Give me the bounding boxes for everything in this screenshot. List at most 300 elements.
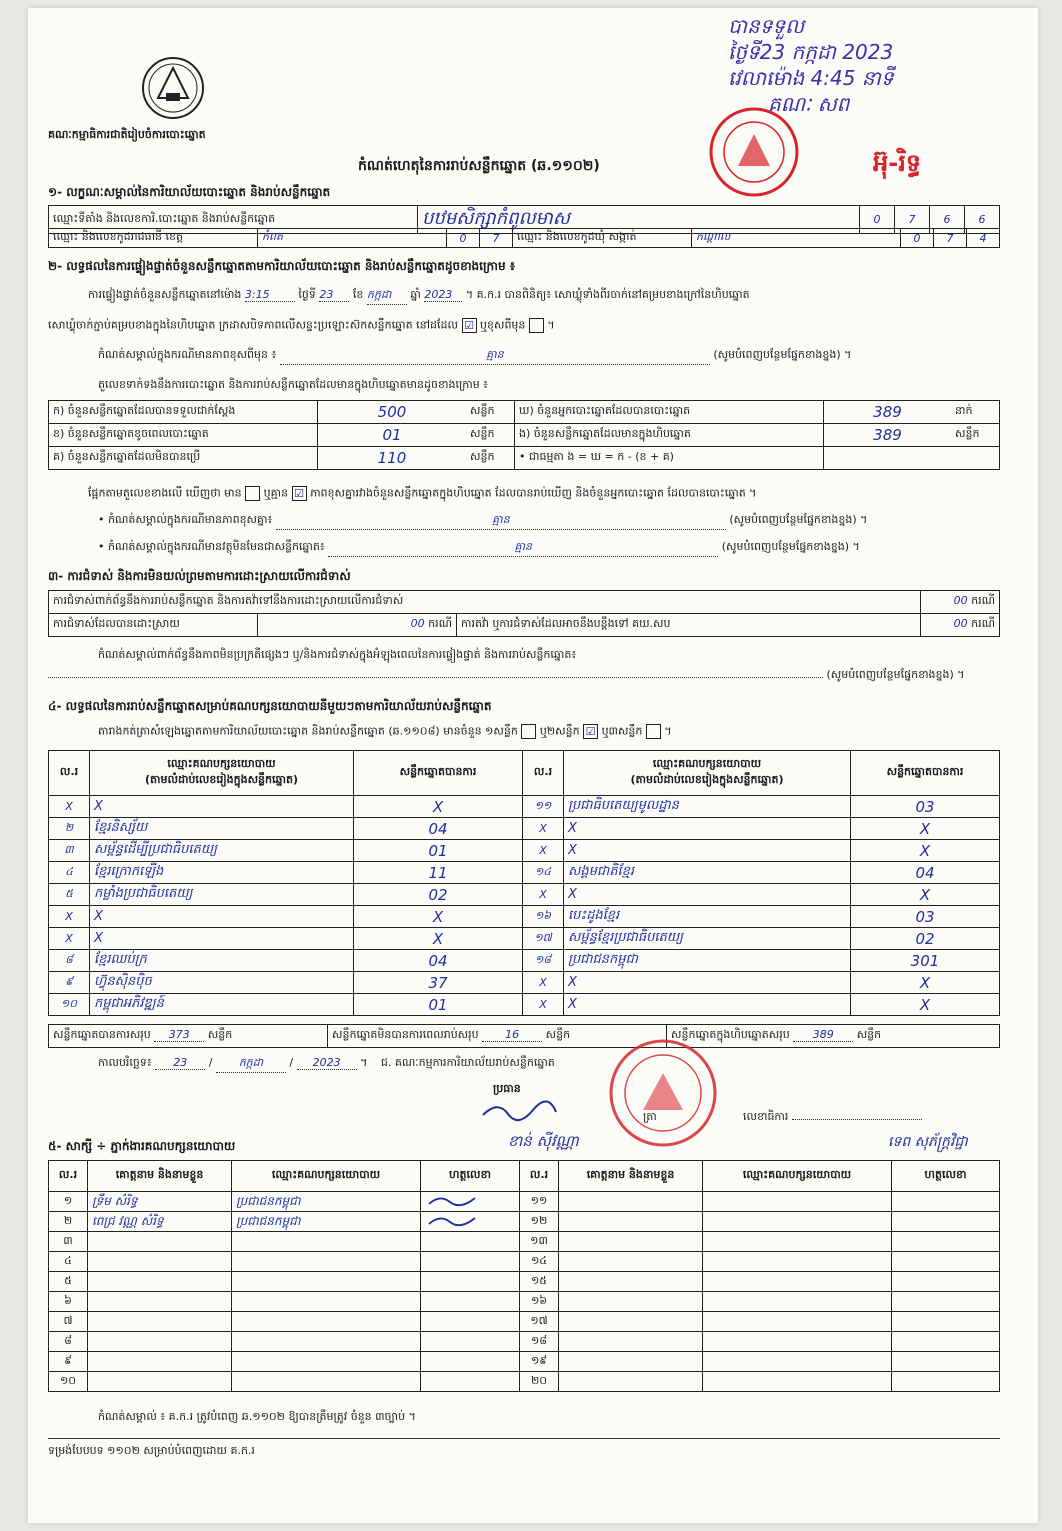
- witness-row: [49, 1232, 1000, 1252]
- verification-paragraph: [88, 288, 1028, 305]
- witness-party: ប្រជាជនកម្ពុជា: [232, 1192, 421, 1212]
- text: ឬគ្មាន: [263, 486, 289, 500]
- verify-month: កក្កដា: [367, 288, 407, 305]
- witness-signature: [421, 1252, 520, 1272]
- party-votes: 301: [851, 950, 1000, 972]
- difference-value: គ្មាន: [280, 348, 710, 365]
- witness-number: ១៩: [520, 1352, 559, 1372]
- code-digit: 6: [965, 206, 1000, 234]
- text: ឆ្នាំ: [410, 288, 421, 301]
- figure-value: 389: [824, 401, 952, 424]
- party-name: X: [564, 840, 851, 862]
- witness-signature: [421, 1352, 520, 1372]
- witness-name: [559, 1232, 703, 1252]
- witness-signature: [421, 1332, 520, 1352]
- one-sheet-checkbox[interactable]: [521, 724, 536, 739]
- difference-note: [98, 348, 998, 365]
- code-digit: 7: [480, 229, 513, 248]
- objection-table: [48, 590, 1000, 637]
- party-number: X: [49, 928, 90, 950]
- unchanged-checkbox[interactable]: ☑: [462, 318, 477, 333]
- witness-name: [88, 1312, 232, 1332]
- red-stamp: [708, 106, 800, 198]
- witness-party: [703, 1312, 892, 1332]
- location-value: បឋមសិក្សាកំពូលមាស: [418, 206, 860, 234]
- text: (តាមលំដាប់លេខរៀងក្នុងសន្លឹកឆ្នោត): [145, 773, 298, 786]
- party-votes: X: [851, 994, 1000, 1016]
- appeal-count: [921, 614, 1000, 637]
- changed-checkbox[interactable]: [529, 318, 544, 333]
- has-difference-checkbox[interactable]: [245, 486, 260, 501]
- figure-label: ក) ចំនួនសន្លឹកឆ្នោតដែលបានទទួលជាក់ស្តែង: [49, 401, 318, 424]
- secretary-label: លេខាធិការ: [743, 1110, 789, 1123]
- witness-number: ១៤: [520, 1252, 559, 1272]
- witness-number: ១៦: [520, 1292, 559, 1312]
- figure-unit: សន្លឹក: [466, 424, 515, 447]
- result-row: [49, 862, 1000, 884]
- witness-row: [49, 1272, 1000, 1292]
- result-row: [49, 906, 1000, 928]
- witness-signature: [892, 1372, 1000, 1392]
- signature-mark: [425, 1212, 485, 1228]
- text: សន្លឹក: [207, 1028, 233, 1041]
- date-day: 23: [155, 1056, 205, 1070]
- col-no: ល.រ: [49, 1161, 88, 1192]
- figures-intro: តួលេខទាក់ទងនឹងការបោះឆ្នោត និងការរាប់សន្លឹកឆ្នោតដែលមានក្នុងហិបឆ្នោតមានដូចខាងក្រោម ៖: [98, 378, 489, 391]
- text: (តាមលំដាប់លេខរៀងក្នុងសន្លឹកឆ្នោត): [630, 773, 784, 786]
- party-number: ៤: [49, 862, 90, 884]
- witness-row: [49, 1252, 1000, 1272]
- discrepancy-paragraph: [88, 486, 1028, 503]
- party-votes: 04: [354, 818, 523, 840]
- commune-value: កណ្តាល: [692, 229, 901, 248]
- text: • កំណត់សម្គាល់ក្នុងករណីមានវត្ថុមិនមែនជាសន្លឹកឆ្នោត៖: [98, 540, 325, 553]
- signature-mark: [425, 1192, 485, 1208]
- figure-label: • ជាធម្មតា ង = ឃ = ក - (ខ + គ): [515, 447, 824, 470]
- code-digit: 4: [967, 229, 1000, 248]
- witness-table: [48, 1160, 1000, 1392]
- irregularity-note: កំណត់សម្គាល់ពាក់ព័ន្ធនឹងភាពមិនប្រក្រតីផ្សេងៗ ឬ/និងការជំទាស់ក្នុងអំឡុងពេលនៃការផ្ទៀងផ្ទាត់ និងការរាប់សន្លឹកឆ្នោត៖: [98, 648, 577, 661]
- no-difference-checkbox[interactable]: ☑: [292, 486, 307, 501]
- commune-label: ឈ្មោះ និងលេខកូដឃុំ សង្កាត់: [513, 229, 692, 248]
- party-number: ៩: [49, 972, 90, 994]
- resolved-value: 00: [410, 617, 425, 630]
- witness-row: [49, 1332, 1000, 1352]
- witness-number: ១៧: [520, 1312, 559, 1332]
- witness-number: ៧: [49, 1312, 88, 1332]
- foreign-object-value: គ្មាន: [328, 540, 718, 557]
- text: ភាពខុសគ្នារវាងចំនួនសន្លឹកឆ្នោតក្នុងហិបឆ្នោត ដែលបានរាប់ឃើញ និងចំនួនអ្នកបោះឆ្នោត ដែលបានបោះឆ្នោត ។: [310, 486, 757, 500]
- witness-name: [559, 1352, 703, 1372]
- party-number: X: [523, 994, 564, 1016]
- code-digit: 0: [901, 229, 934, 248]
- figure-unit: នាក់: [951, 401, 1000, 424]
- figure-label: គ) ចំនួនសន្លឹកឆ្នោតដែលមិនបានប្រើ: [49, 447, 318, 470]
- case-unit: ករណី: [971, 617, 995, 630]
- witness-name: [88, 1372, 232, 1392]
- text: ឬ២សន្លឹក: [539, 724, 580, 738]
- witness-number: ១១: [520, 1192, 559, 1212]
- party-number: ១៧: [523, 928, 564, 950]
- text: (សូមបំពេញបន្ថែមផ្នែកខាងខ្នង) ។: [721, 540, 860, 553]
- secretary-line: [743, 1110, 922, 1126]
- party-number: X: [49, 796, 90, 818]
- party-votes: X: [354, 928, 523, 950]
- party-name: សង្គមជាតិខ្មែរ: [564, 862, 851, 884]
- party-votes: 04: [354, 950, 523, 972]
- witness-name: [88, 1332, 232, 1352]
- witness-row: [49, 1192, 1000, 1212]
- party-votes: 11: [354, 862, 523, 884]
- result-row: [49, 950, 1000, 972]
- witness-name: [559, 1192, 703, 1212]
- result-row: [49, 928, 1000, 950]
- party-votes: X: [354, 796, 523, 818]
- province-value: កំពត: [258, 229, 447, 248]
- witness-party: [703, 1272, 892, 1292]
- witness-signature: [421, 1232, 520, 1252]
- text: ឬខុសពីមុន: [480, 318, 526, 332]
- text: កំណត់សម្គាល់ក្នុងករណីមានភាពខុសពីមុន ៖: [98, 348, 277, 361]
- result-row: [49, 796, 1000, 818]
- witness-number: ១៨: [520, 1332, 559, 1352]
- province-table: [48, 228, 1000, 248]
- text: (សូមបំពេញបន្ថែមផ្នែកខាងខ្នង) ។: [826, 668, 965, 681]
- two-sheets-checkbox[interactable]: ☑: [583, 724, 598, 739]
- witness-name: ទ្រឹម សំរិទ្ធ: [88, 1192, 232, 1212]
- witness-name: [559, 1252, 703, 1272]
- party-number: ១៦: [523, 906, 564, 928]
- party-number: X: [523, 884, 564, 906]
- witness-row: [49, 1292, 1000, 1312]
- party-number: ៥: [49, 884, 90, 906]
- witness-signature: [892, 1272, 1000, 1292]
- col-name: គោត្តនាម និងនាមខ្លួន: [88, 1161, 232, 1192]
- witness-name: [559, 1372, 703, 1392]
- code-digit: 0: [447, 229, 480, 248]
- result-row: [49, 972, 1000, 994]
- committee-name: គណៈកម្មាធិការជាតិរៀបចំការបោះឆ្នោត: [48, 128, 206, 141]
- result-row: [49, 840, 1000, 862]
- witness-signature: [421, 1292, 520, 1312]
- figure-value: 500: [318, 401, 467, 424]
- witness-signature: [421, 1272, 520, 1292]
- party-votes: 01: [354, 994, 523, 1016]
- section3-heading: ៣- ការជំទាស់ និងការមិនយល់ព្រមតាមការដោះស្រាយលើការជំទាស់: [48, 569, 351, 583]
- date-month: កក្កដា: [216, 1056, 286, 1073]
- witness-signature: [421, 1212, 520, 1232]
- figure-label: ង) ចំនួនសន្លឹកឆ្នោតដែលមានក្នុងហិបឆ្នោត: [515, 424, 824, 447]
- text: ឈ្មោះគណបក្សនយោបាយ: [167, 757, 276, 770]
- witness-name: [88, 1232, 232, 1252]
- witness-signature: [892, 1292, 1000, 1312]
- figure-unit: សន្លឹក: [466, 447, 515, 470]
- secretary-signature: [792, 1119, 922, 1120]
- witness-signature: [421, 1372, 520, 1392]
- witness-number: ៥: [49, 1272, 88, 1292]
- witness-signature: [892, 1232, 1000, 1252]
- witness-signature: [892, 1332, 1000, 1352]
- code-digit: 7: [934, 229, 967, 248]
- figures-row: [49, 424, 1000, 447]
- box-total-value: 389: [793, 1028, 853, 1042]
- text: សន្លឹកឆ្នោតមិនបានការពេលរាប់សរុប: [332, 1028, 479, 1041]
- witness-row: [49, 1352, 1000, 1372]
- valid-total-value: 373: [154, 1028, 204, 1042]
- figure-value: 389: [824, 424, 952, 447]
- witness-party: [232, 1252, 421, 1272]
- party-name: X: [564, 884, 851, 906]
- valid-total: [49, 1025, 328, 1048]
- party-votes: X: [851, 818, 1000, 840]
- witness-name: [559, 1312, 703, 1332]
- figure-label: ខ) ចំនួនសន្លឹកឆ្នោតខូចពេលបោះឆ្នោត: [49, 424, 318, 447]
- stamp-label: ត្រា: [643, 1110, 657, 1123]
- figures-row: [49, 447, 1000, 470]
- text: (សូមបំពេញបន្ថែមផ្នែកខាងខ្នង) ។: [729, 513, 868, 526]
- figures-table: [48, 400, 1000, 470]
- party-number: X: [523, 818, 564, 840]
- text: ឈ្មោះគណបក្សនយោបាយ: [652, 757, 762, 770]
- witness-signature: [892, 1312, 1000, 1332]
- verify-day: 23: [319, 288, 349, 302]
- party-votes: X: [851, 840, 1000, 862]
- party-votes: X: [851, 884, 1000, 906]
- witness-signature: [892, 1212, 1000, 1232]
- verify-year: 2023: [424, 288, 462, 302]
- witness-name: [559, 1332, 703, 1352]
- form-title: កំណត់ហេតុនៃការរាប់សន្លឹកឆ្នោត (ឆ.១១០២): [358, 158, 600, 174]
- figure-label: ឃ) ចំនួនអ្នកបោះឆ្នោតដែលបានបោះឆ្នោត: [515, 401, 824, 424]
- witness-number: ១២: [520, 1212, 559, 1232]
- code-digit: 7: [895, 206, 930, 234]
- party-name: X: [564, 972, 851, 994]
- witness-party: [232, 1352, 421, 1372]
- witness-signature: [892, 1352, 1000, 1372]
- figure-value: 01: [318, 424, 467, 447]
- witness-signature: [421, 1192, 520, 1212]
- invalid-total-value: 16: [482, 1028, 542, 1042]
- party-number: ១៨: [523, 950, 564, 972]
- party-name: ខ្មែរឈប់ក្រ: [90, 950, 354, 972]
- text: ខែ: [352, 288, 364, 301]
- witness-number: ៦: [49, 1292, 88, 1312]
- party-name: ខ្មែរក្រោកឡើង: [90, 862, 354, 884]
- witness-number: ១: [49, 1192, 88, 1212]
- code-digit: 0: [860, 206, 895, 234]
- objection-count: [921, 591, 1000, 614]
- party-votes: 01: [354, 840, 523, 862]
- commission-label: ជ. គណៈកម្មការការិយាល័យរាប់សន្លឹកឆ្នោត: [380, 1056, 555, 1069]
- results-table: [48, 750, 1000, 1016]
- col-name: គោត្តនាម និងនាមខ្លួន: [559, 1161, 703, 1192]
- figure-unit: សន្លឹក: [951, 424, 1000, 447]
- verify-time: 3:15: [245, 288, 295, 302]
- party-number: X: [49, 906, 90, 928]
- blank-line: [48, 677, 823, 678]
- witness-name: [559, 1292, 703, 1312]
- witness-number: ១៥: [520, 1272, 559, 1292]
- col-signature: ហត្ថលេខា: [892, 1161, 1000, 1192]
- col-no: ល.រ: [520, 1161, 559, 1192]
- witness-signature: [421, 1312, 520, 1332]
- party-votes: X: [851, 972, 1000, 994]
- witness-row: [49, 1312, 1000, 1332]
- party-number: ២: [49, 818, 90, 840]
- party-name: សម្ព័ន្ធខ្មែរប្រជាធិបតេយ្យ: [564, 928, 851, 950]
- party-name: X: [564, 818, 851, 840]
- date-year: 2023: [297, 1056, 357, 1070]
- party-number: ៣: [49, 840, 90, 862]
- text: សន្លឹក: [545, 1028, 571, 1041]
- party-number: X: [523, 972, 564, 994]
- party-name: X: [564, 994, 851, 1016]
- col-votes: សន្លឹកឆ្នោតបានការ: [851, 751, 1000, 796]
- party-name: កម្ពុជាអភិវឌ្ឍន៍: [90, 994, 354, 1016]
- witness-party: [703, 1352, 892, 1372]
- col-signature: ហត្ថលេខា: [421, 1161, 520, 1192]
- discrepancy-value: គ្មាន: [276, 513, 726, 530]
- foreign-object-note: [98, 540, 860, 557]
- witness-number: ៨: [49, 1332, 88, 1352]
- province-label: ឈ្មោះ និងលេខកូដរាជធានី ខេត្ត: [49, 229, 258, 248]
- section5-heading: ៥- សាក្សី ÷ ភ្នាក់ងារគណបក្សនយោបាយ: [48, 1139, 236, 1153]
- witness-number: ១០: [49, 1372, 88, 1392]
- text: ផ្អែកតាមតួលេខខាងលើ ឃើញថា មាន: [88, 486, 242, 500]
- chair-label: ប្រធាន: [493, 1082, 521, 1095]
- chair-signature: [478, 1100, 558, 1126]
- party-votes: 04: [851, 862, 1000, 884]
- red-signature: អ៊ុ-រិទ្ធ: [873, 149, 922, 177]
- party-name: X: [90, 796, 354, 818]
- section4-heading: ៤- លទ្ធផលនៃការរាប់សន្លឹកឆ្នោតសម្រាប់គណបក្សនយោបាយនីមួយៗតាមការិយាល័យរាប់សន្លឹកឆ្នោត: [48, 699, 492, 713]
- witness-party: ប្រជាជនកម្ពុជា: [232, 1212, 421, 1232]
- col-party: [564, 751, 851, 796]
- text: ឬ៣សន្លឹក: [601, 724, 643, 738]
- party-votes: 03: [851, 796, 1000, 818]
- party-name: ហ៊្វុនស៊ិនប៉ិច: [90, 972, 354, 994]
- witness-number: ២០: [520, 1372, 559, 1392]
- case-unit: ករណី: [428, 617, 452, 630]
- text: • កំណត់សម្គាល់ក្នុងករណីមានភាពខុសគ្នា៖: [98, 513, 273, 526]
- witness-party: [232, 1372, 421, 1392]
- text: ថ្ងៃទី: [298, 288, 316, 301]
- party-name: សម្ព័ន្ធដើម្បីប្រជាធិបតេយ្យ: [90, 840, 354, 862]
- party-name: ប្រជាជនកម្ពុជា: [564, 950, 851, 972]
- text: ។ គ.ក.រ បានពិនិត្យ៖ សោឃ្លុំទាំងពីរចាក់នៅគម្របខាងក្រៅនៃហិបឆ្នោត: [465, 288, 750, 301]
- witness-party: [703, 1232, 892, 1252]
- section1-heading: ១- លក្ខណៈសម្គាល់នៃការិយាល័យបោះឆ្នោត និងរាប់សន្លឹកឆ្នោត: [48, 185, 331, 199]
- text: សោឃ្លុំចាក់ភ្ជាប់គម្របខាងក្នុងនៃហិបឆ្នោត ក្រដាសបិទភាពលើសន្ទះប្រឡោះស៊កសន្លឹកឆ្នោត នៅដដែល: [48, 318, 458, 332]
- resolved-count: [258, 614, 457, 637]
- date-line: កាលបរិច្ឆេទ៖ 23 / កក្កដា / 2023 ។ ជ. គណៈកម្មការការិយាល័យរាប់សន្លឹកឆ្នោត: [98, 1056, 555, 1073]
- party-name: ប្រជាធិបតេយ្យមូលដ្ឋាន: [564, 796, 851, 818]
- col-party: ឈ្មោះគណបក្សនយោបាយ: [232, 1161, 421, 1192]
- party-votes: 02: [354, 884, 523, 906]
- witness-party: [703, 1292, 892, 1312]
- witness-name: ពេជ្រ វណ្ណ សំរិទ្ធ: [88, 1212, 232, 1232]
- witness-number: ២: [49, 1212, 88, 1232]
- resolved-label: ការជំទាស់ដែលបានដោះស្រាយ: [49, 614, 258, 637]
- party-number: ១០: [49, 994, 90, 1016]
- objection-value: 00: [953, 594, 968, 607]
- figure-unit: [951, 447, 1000, 470]
- figure-value: [824, 447, 952, 470]
- witness-number: ៩: [49, 1352, 88, 1372]
- irregularity-line: [48, 668, 1000, 684]
- text: តារាងកត់ត្រាសំឡេងឆ្នោតតាមការិយាល័យបោះឆ្នោត និងរាប់សន្លឹកឆ្នោត (ឆ.១១០៨) មានចំនួន ១សន្លឹក: [98, 724, 518, 738]
- witness-signature: [892, 1252, 1000, 1272]
- witness-signature: [892, 1192, 1000, 1212]
- witness-party: [703, 1252, 892, 1272]
- witness-row: [49, 1372, 1000, 1392]
- objection-label: ការជំទាស់ពាក់ព័ន្ធនឹងការរាប់សន្លឹកឆ្នោត និងការតវ៉ាទៅនឹងការដោះស្រាយលើការជំទាស់: [49, 591, 921, 614]
- party-name: X: [90, 928, 354, 950]
- figure-value: 110: [318, 447, 467, 470]
- footer-divider: [48, 1438, 1000, 1439]
- result-row: [49, 818, 1000, 840]
- party-votes: 03: [851, 906, 1000, 928]
- case-unit: ករណី: [971, 594, 995, 607]
- witness-party: [703, 1192, 892, 1212]
- three-sheets-checkbox[interactable]: [646, 724, 661, 739]
- appeal-label: ការតវ៉ា ឬការជំទាស់ដែលអាចនឹងបន្តឹងទៅ គឃ.សប: [457, 614, 921, 637]
- location-label: ឈ្មោះទីតាំង និងលេខការិ.បោះឆ្នោត និងរាប់សន្លឹកឆ្នោត: [49, 206, 418, 234]
- figure-unit: សន្លឹក: [466, 401, 515, 424]
- secretary-name: ទេព សុភ័ក្រ្តវិជ្ជា: [888, 1134, 968, 1150]
- witness-party: [232, 1312, 421, 1332]
- witness-name: [88, 1352, 232, 1372]
- form-footer: ទម្រង់បែបបទ ១១០២ សម្រាប់បំពេញដោយ គ.ក.រ: [48, 1444, 255, 1457]
- party-votes: 02: [851, 928, 1000, 950]
- text: (សូមបំពេញបន្ថែមផ្នែកខាងខ្នង) ។: [713, 348, 852, 361]
- witness-name: [559, 1212, 703, 1232]
- chair-name: ខាន់ ស៊ីវណ្ណា: [508, 1132, 579, 1150]
- witness-name: [88, 1252, 232, 1272]
- party-number: ១៤: [523, 862, 564, 884]
- witness-name: [559, 1272, 703, 1292]
- party-votes: X: [354, 906, 523, 928]
- witness-name: [88, 1272, 232, 1292]
- section2-heading: ២- លទ្ធផលនៃការផ្ទៀងផ្ទាត់ចំនួនសន្លឹកឆ្នោតតាមការិយាល័យបោះឆ្នោត និងរាប់សន្លឹកឆ្នោតដូចខាងក្រោម ៖: [48, 259, 516, 273]
- witness-party: [232, 1332, 421, 1352]
- witness-party: [703, 1332, 892, 1352]
- text: ការផ្ទៀងផ្ទាត់ចំនួនសន្លឹកឆ្នោតនៅម៉ោង: [88, 288, 242, 301]
- witness-number: ៤: [49, 1252, 88, 1272]
- party-name: កម្លាំងប្រជាធិបតេយ្យ: [90, 884, 354, 906]
- tally-sheet-intro: តារាងកត់ត្រាសំឡេងឆ្នោតតាមការិយាល័យបោះឆ្នោត និងរាប់សន្លឹកឆ្នោត (ឆ.១១០៨) មានចំនួន ១សន្លឹក ឬ២សន្លឹក ☑ ឬ៣សន្លឹក ។: [98, 724, 672, 738]
- party-name: បេះដូងខ្មែរ: [564, 906, 851, 928]
- nec-logo: [138, 53, 208, 123]
- appeal-value: 00: [953, 617, 968, 630]
- witness-party: [703, 1372, 892, 1392]
- text: សន្លឹកឆ្នោតបានការសរុប: [53, 1028, 151, 1041]
- witness-party: [232, 1272, 421, 1292]
- final-note: កំណត់សម្គាល់ ៖ គ.ក.រ ត្រូវបំពេញ ឆ.១១០២ ឱ្យបានត្រឹមត្រូវ ចំនួន ៣ច្បាប់ ។: [98, 1410, 416, 1423]
- party-number: ១១: [523, 796, 564, 818]
- received-by: គណៈ សព: [768, 92, 850, 116]
- witness-party: [232, 1292, 421, 1312]
- text: កាលបរិច្ឆេទ៖: [98, 1056, 152, 1069]
- seal-paragraph: សោឃ្លុំចាក់ភ្ជាប់គម្របខាងក្នុងនៃហិបឆ្នោត ក្រដាសបិទភាពលើសន្ទះប្រឡោះស៊កសន្លឹកឆ្នោត នៅដដែល ☑ ឬខុសពីមុន ។: [48, 318, 555, 332]
- party-number: X: [523, 840, 564, 862]
- witness-name: [88, 1292, 232, 1312]
- witness-party: [232, 1232, 421, 1252]
- col-party: [90, 751, 354, 796]
- received-annotation: [728, 13, 894, 117]
- col-votes: សន្លឹកឆ្នោតបានការ: [354, 751, 523, 796]
- witness-row: [49, 1212, 1000, 1232]
